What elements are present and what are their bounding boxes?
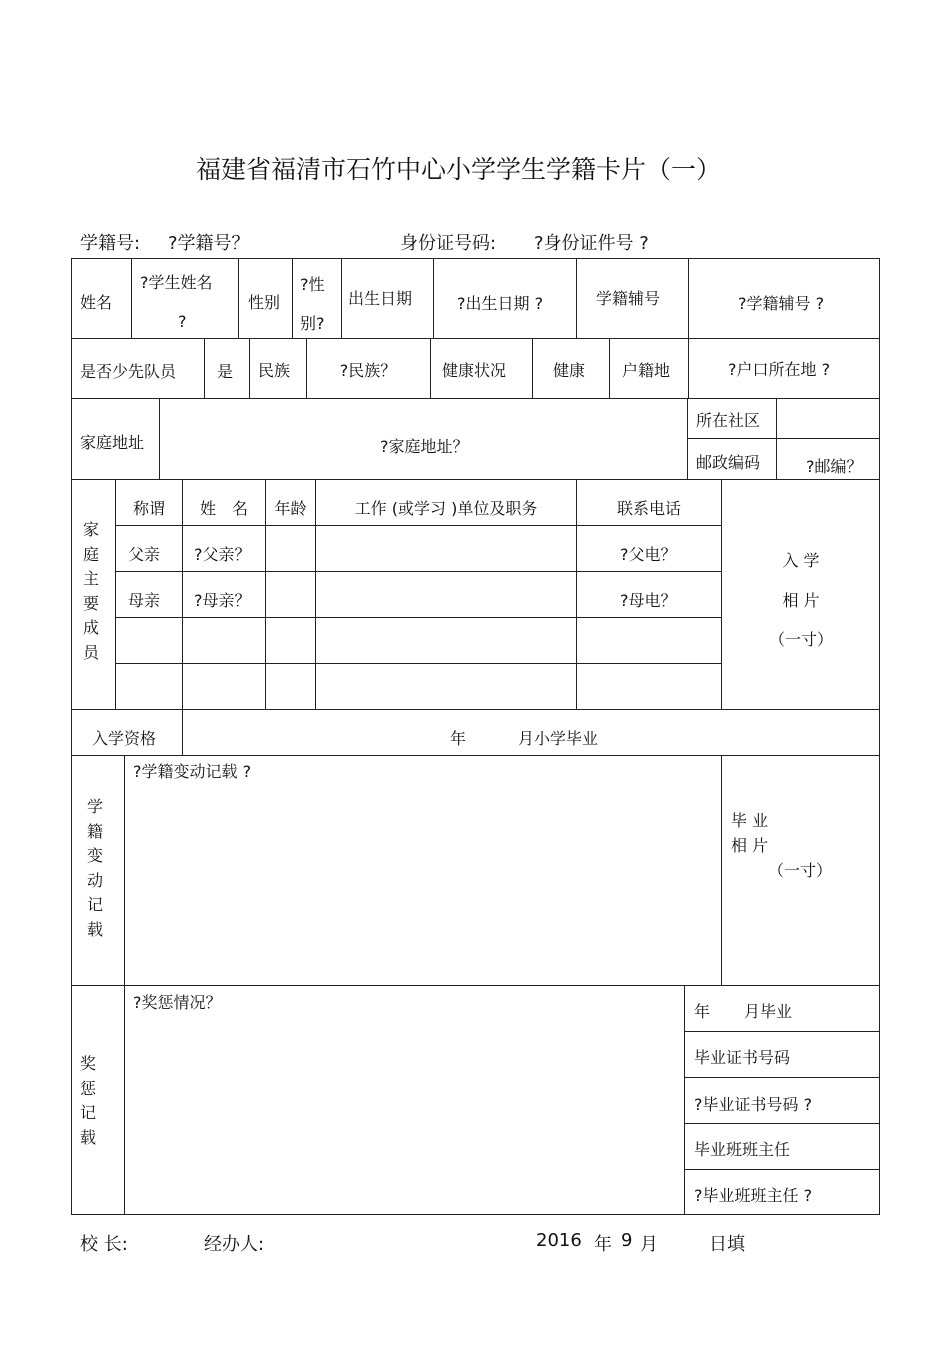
grad-photo-line3: （一寸）: [768, 861, 833, 880]
health-label: 健康状况: [442, 361, 507, 380]
fill-year: 2016: [536, 1230, 582, 1251]
family-header-name: 姓 名: [199, 499, 248, 518]
fill-month-char: 月: [640, 1234, 658, 1255]
handler-label: 经办人:: [204, 1234, 265, 1255]
family-header-age: 年龄: [274, 499, 307, 518]
gender-label: 性别: [248, 293, 281, 312]
id-number-value: ?身份证件号 ?: [534, 233, 649, 254]
table-row-father-phone: ?父电？: [620, 545, 677, 564]
grad-year: 年: [694, 1002, 711, 1021]
birth-date-label: 出生日期: [348, 289, 413, 308]
ethnic-label: 民族: [258, 361, 291, 380]
table-row-father-name: ?父亲？: [194, 545, 251, 564]
pioneer-value: 是: [217, 362, 234, 381]
changes-section-label: 学籍变动记载: [86, 797, 103, 939]
hukou-value: ?户口所在地 ?: [728, 360, 831, 379]
health-value: 健康: [553, 361, 586, 380]
grad-photo-line2: 相 片: [731, 836, 769, 855]
cert-no-value: ?毕业证书号码 ?: [694, 1095, 813, 1114]
fill-month: 9: [621, 1230, 633, 1251]
table-row-mother-name: ?母亲？: [194, 591, 251, 610]
address-label: 家庭地址: [80, 433, 145, 452]
awards-section-label: 奖惩记载: [79, 1054, 96, 1147]
table-row-mother-phone: ?母电？: [620, 591, 677, 610]
admission-year: 年: [450, 729, 467, 748]
cert-no-label: 毕业证书号码: [694, 1048, 791, 1067]
address-value: ?家庭地址？: [380, 437, 469, 456]
entry-photo-line2: 相 片: [782, 591, 820, 610]
name-value-line2: ?: [178, 312, 187, 331]
student-no-label: 学籍号:: [80, 233, 141, 254]
family-header-relation: 称谓: [132, 499, 165, 518]
table-row-mother-relation: 母亲: [128, 591, 161, 610]
entry-photo-line1: 入 学: [782, 551, 820, 570]
gender-value-line1: ?性: [300, 275, 325, 294]
grad-photo-line1: 毕 业: [731, 811, 769, 830]
family-section-label: 家庭主要成员: [82, 520, 99, 662]
grad-month: 月毕业: [744, 1002, 793, 1021]
family-header-phone: 联系电话: [616, 499, 681, 518]
pioneer-label: 是否少先队员: [80, 362, 177, 381]
head-teacher-value: ?毕业班班主任 ?: [694, 1186, 813, 1205]
awards-value: ?奖惩情况？: [133, 993, 222, 1012]
community-label: 所在社区: [696, 411, 761, 430]
gender-value-line2: 别?: [300, 314, 325, 333]
admission-label: 入学资格: [92, 729, 157, 748]
page-title: 福建省福清市石竹中心小学学生学籍卡片（一）: [196, 155, 722, 184]
principal-label: 校 长:: [80, 1234, 128, 1255]
fill-day: 日填: [709, 1234, 745, 1255]
student-no-value: ?学籍号？: [168, 233, 250, 254]
name-label: 姓名: [80, 293, 113, 312]
postcode-value: ?邮编？: [806, 457, 863, 476]
head-teacher-label: 毕业班班主任: [694, 1140, 791, 1159]
id-number-label: 身份证号码:: [400, 233, 497, 254]
birth-date-value: ?出生日期 ?: [457, 294, 544, 313]
family-header-work: 工作 (或学习 )单位及职务: [354, 499, 538, 518]
entry-photo-line3: （一寸）: [768, 630, 833, 649]
postcode-label: 邮政编码: [696, 453, 761, 472]
ethnic-value: ?民族？: [339, 361, 397, 380]
admission-value: 月小学毕业: [518, 729, 599, 748]
table-row-father-relation: 父亲: [128, 545, 161, 564]
hukou-label: 户籍地: [622, 361, 671, 380]
fill-year-char: 年: [594, 1234, 612, 1255]
changes-value: ?学籍变动记载 ?: [133, 762, 252, 781]
aux-no-label: 学籍辅号: [596, 289, 661, 308]
name-value-line1: ?学生姓名: [140, 273, 213, 292]
aux-no-value: ?学籍辅号 ?: [738, 294, 825, 313]
